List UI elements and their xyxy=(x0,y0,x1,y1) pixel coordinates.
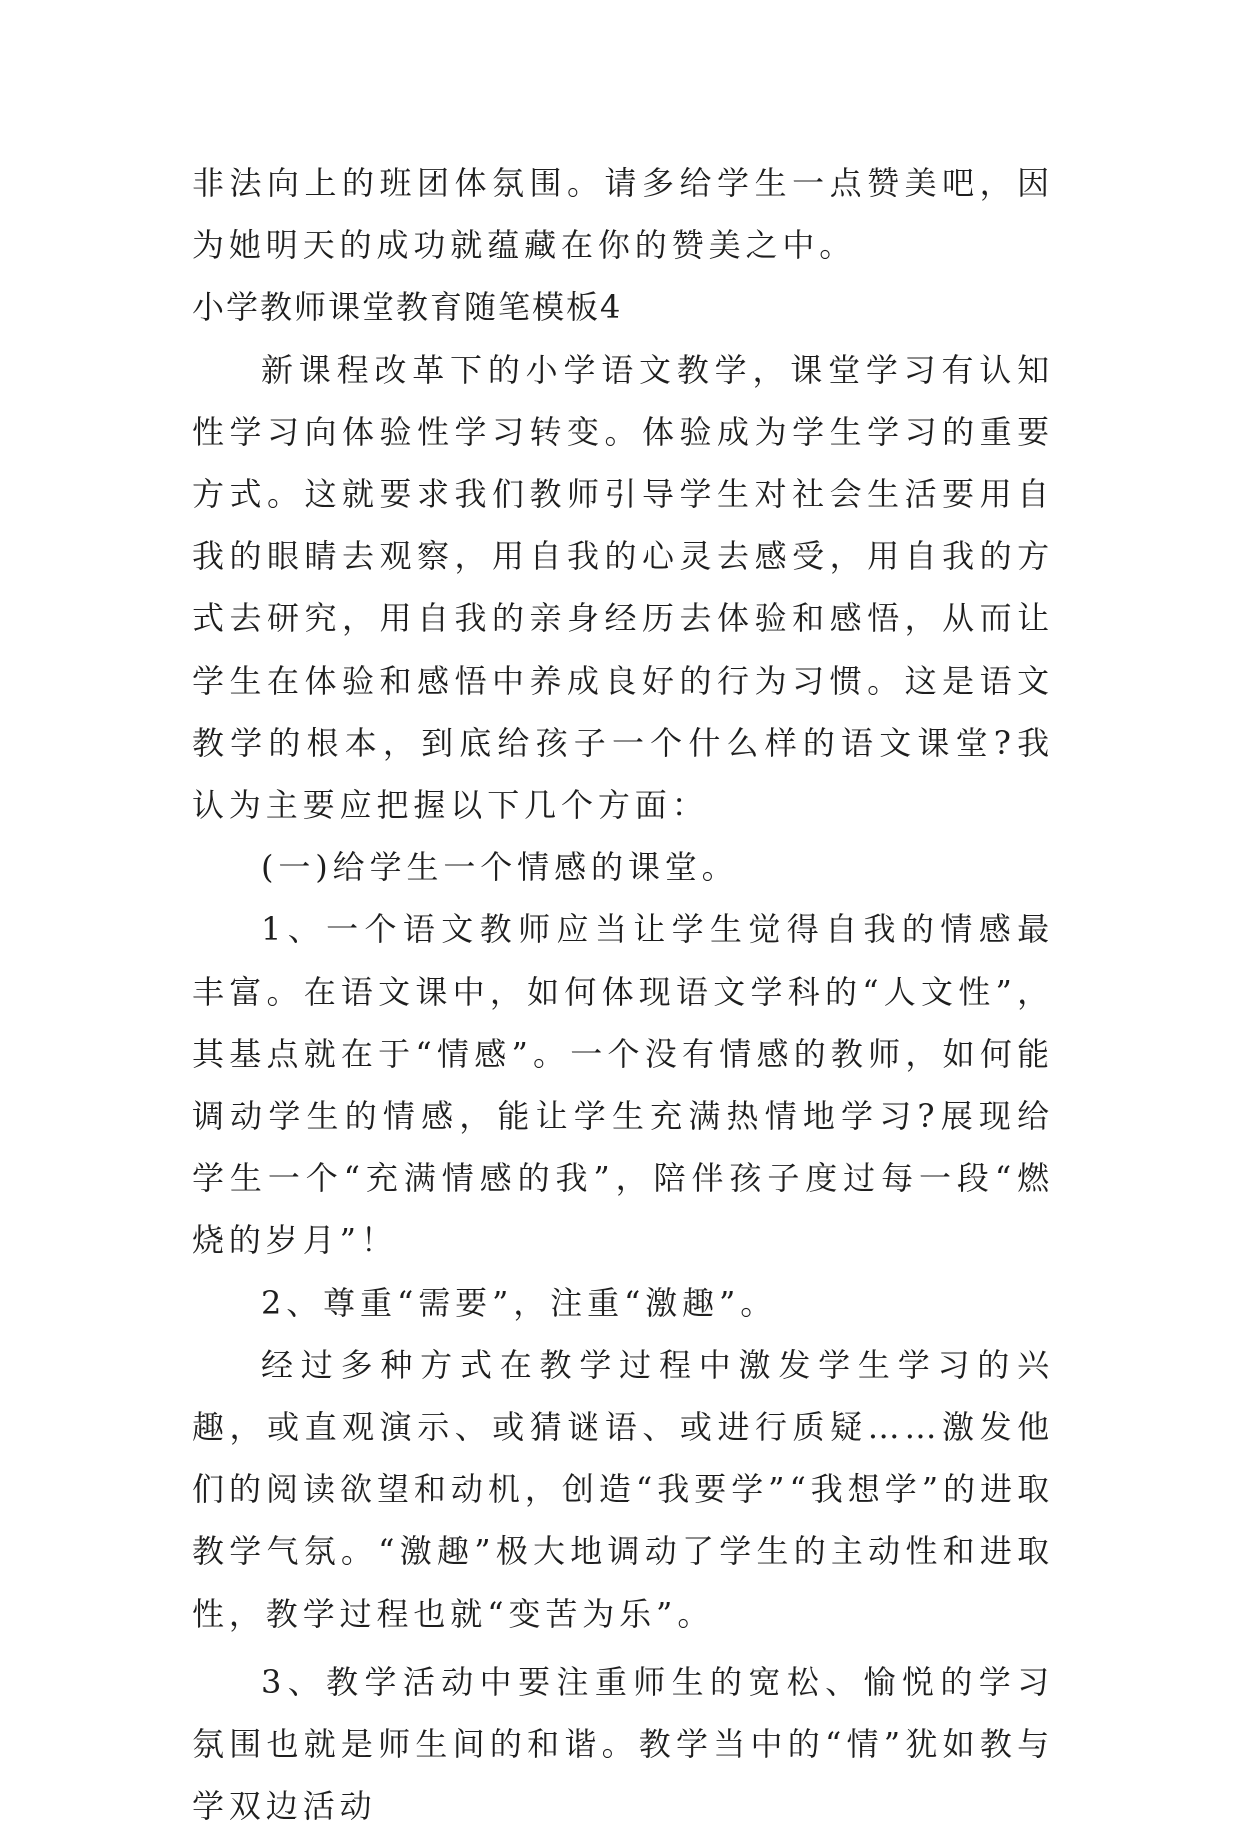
paragraph-point-2-body: 经过多种方式在教学过程中激发学生学习的兴趣，或直观演示、或猜谜语、或进行质疑……激发他们的阅读欲望和动机，创造“我要学”“我想学”的进取教学气氛。“激趣”极大地调动了学生的主动性和进取性，教学过程也就“变苦为乐”。 xyxy=(192,1345,1054,1633)
paragraph-point-1: 1、一个语文教师应当让学生觉得自我的情感最丰富。在语文课中，如何体现语文学科的“人文性”，其基点就在于“情感”。一个没有情感的教师，如何能调动学生的情感，能让学生充满热情地学习?展现给学生一个“充满情感的我”，陪伴孩子度过每一段“燃烧的岁月”！ xyxy=(192,910,1054,1260)
paragraph-point-2: 2、尊重“需要”，注重“激趣”。 xyxy=(261,1283,778,1322)
document-body xyxy=(192,152,1054,1837)
paragraph-continuation: 非法向上的班团体氛围。请多给学生一点赞美吧，因为她明天的成功就蕴藏在你的赞美之中。 xyxy=(192,164,1054,265)
paragraph-intro: 新课程改革下的小学语文教学，课堂学习有认知性学习向体验性学习转变。体验成为学生学习的重要方式。这就要求我们教师引导学生对社会生活要用自我的眼睛去观察，用自我的心灵去感受，用自我的方式去研究，用自我的亲身经历去体验和感悟，从而让学生在体验和感悟中养成良好的行为习惯。这是语文教学的根本，到底给孩子一个什么样的语文课堂?我认为主要应把握以下几个方面： xyxy=(192,350,1054,825)
section-subheading: (一)给学生一个情感的课堂。 xyxy=(261,848,739,887)
paragraph-point-3: 3、教学活动中要注重师生的宽松、愉悦的学习氛围也就是师生间的和谐。教学当中的“情”犹如教与学双边活动 xyxy=(192,1662,1054,1826)
section-heading: 小学教师课堂教育随笔模板4 xyxy=(192,288,623,327)
